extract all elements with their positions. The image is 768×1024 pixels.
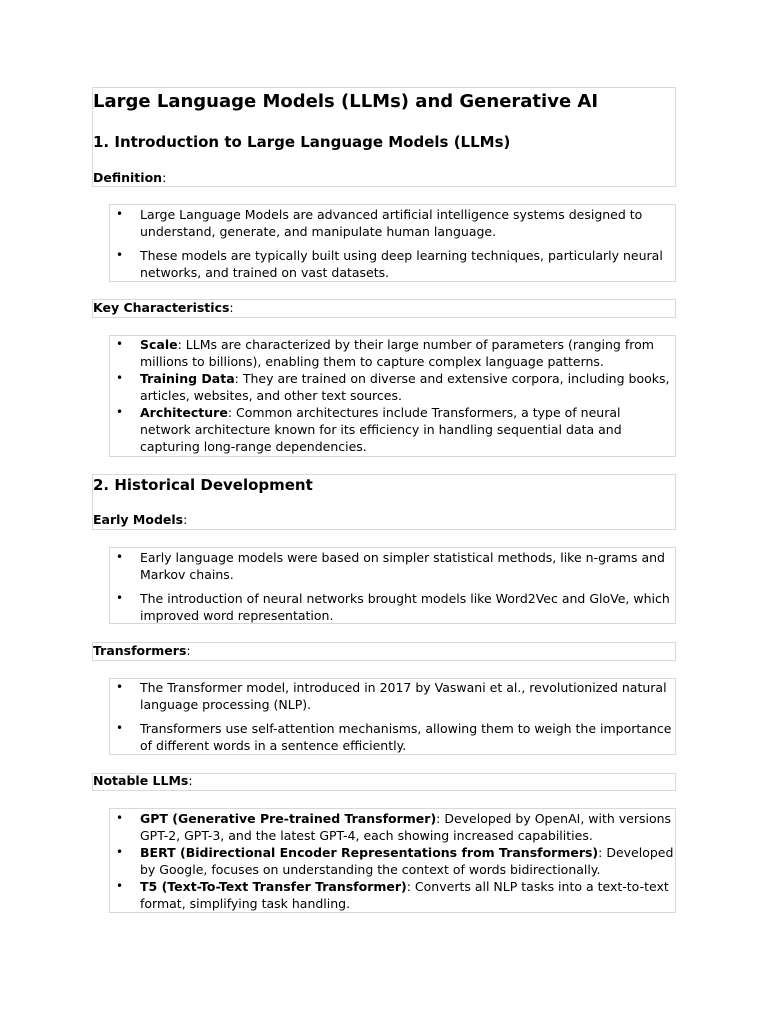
list-item: [111, 404, 674, 455]
list-item: [111, 549, 673, 583]
term: T5 (Text-To-Text Transfer Transformer): [140, 879, 407, 894]
bullet-icon: •: [116, 248, 124, 262]
list-item-text: Large Language Models are advanced artificial intelligence systems designed to understand, generate, and manipulate human language.: [140, 207, 643, 239]
list-item: [111, 590, 673, 624]
list-item: [111, 370, 674, 404]
colon: :: [188, 773, 193, 788]
bullet-icon: •: [116, 845, 124, 859]
section-1-heading: 1. Introduction to Large Language Models (LLMs): [93, 133, 511, 151]
key-characteristics-label: [93, 300, 234, 315]
bullet-icon: •: [116, 811, 124, 825]
list-item: [111, 810, 674, 844]
list-item: [111, 206, 673, 240]
term: BERT (Bidirectional Encoder Representations from Transformers): [140, 845, 599, 860]
key-characteristics-label-text: Key Characteristics: [93, 300, 230, 315]
list-item-text: Transformers use self-attention mechanisms, allowing them to weigh the importance of different words in a sentence efficiently.: [140, 721, 672, 753]
bullet-icon: •: [116, 337, 124, 351]
list-item-text: : Developed by Google, focuses on understanding the context of words bidirectionally.: [140, 845, 674, 877]
list-item-text: The introduction of neural networks brought models like Word2Vec and GloVe, which improved word representation.: [140, 591, 670, 623]
list-item-text: : LLMs are characterized by their large number of parameters (ranging from millions to billions), enabling them to capture complex language patterns.: [140, 337, 654, 369]
list-item-text: Early language models were based on simpler statistical methods, like n-grams and Markov chains.: [140, 550, 665, 582]
term: Training Data: [140, 371, 235, 386]
key-characteristics-list: [111, 336, 674, 455]
list-item: [111, 878, 674, 912]
list-item-text: These models are typically built using deep learning techniques, particularly neural networks, and trained on vast datasets.: [140, 248, 663, 280]
bullet-icon: •: [116, 405, 124, 419]
notable-llms-label: [93, 773, 193, 788]
definition-label: [93, 170, 166, 185]
list-item: [111, 679, 673, 713]
bullet-icon: •: [116, 680, 124, 694]
list-item: [111, 336, 674, 370]
document-title: Large Language Models (LLMs) and Generative AI: [93, 91, 599, 112]
list-item-text: The Transformer model, introduced in 2017 by Vaswani et al., revolutionized natural language processing (NLP).: [140, 680, 667, 712]
notable-llms-list: [111, 810, 674, 912]
bullet-icon: •: [116, 207, 124, 221]
bullet-icon: •: [116, 591, 124, 605]
list-item: [111, 247, 673, 281]
transformers-label-text: Transformers: [93, 643, 187, 658]
list-item-text: : Converts all NLP tasks into a text-to-text format, simplifying task handling.: [140, 879, 669, 911]
colon: :: [183, 512, 188, 527]
colon: :: [229, 300, 234, 315]
notable-llms-label-text: Notable LLMs: [93, 773, 189, 788]
term: Architecture: [140, 405, 228, 420]
colon: :: [186, 643, 191, 658]
bullet-icon: •: [116, 721, 124, 735]
definition-list: [111, 206, 673, 281]
bullet-icon: •: [116, 371, 124, 385]
list-item-text: : They are trained on diverse and extensive corpora, including books, articles, websites, and other text sources.: [140, 371, 670, 403]
transformers-label: [93, 643, 191, 658]
list-item: [111, 720, 673, 754]
list-item-text: : Common architectures include Transformers, a type of neural network architecture known for its efficiency in handling sequential data and capturing long-range dependencies.: [140, 405, 622, 454]
bullet-icon: •: [116, 879, 124, 893]
list-item: [111, 844, 674, 878]
list-item-text: : Developed by OpenAI, with versions GPT-2, GPT-3, and the latest GPT-4, each showing increased capabilities.: [140, 811, 672, 843]
term: Scale: [140, 337, 178, 352]
early-models-list: [111, 549, 673, 624]
colon: :: [162, 170, 167, 185]
transformers-list: [111, 679, 673, 754]
term: GPT (Generative Pre-trained Transformer): [140, 811, 437, 826]
early-models-label: [93, 512, 187, 527]
early-models-label-text: Early Models: [93, 512, 184, 527]
bullet-icon: •: [116, 550, 124, 564]
definition-label-text: Definition: [93, 170, 163, 185]
section-2-heading: 2. Historical Development: [93, 476, 313, 494]
